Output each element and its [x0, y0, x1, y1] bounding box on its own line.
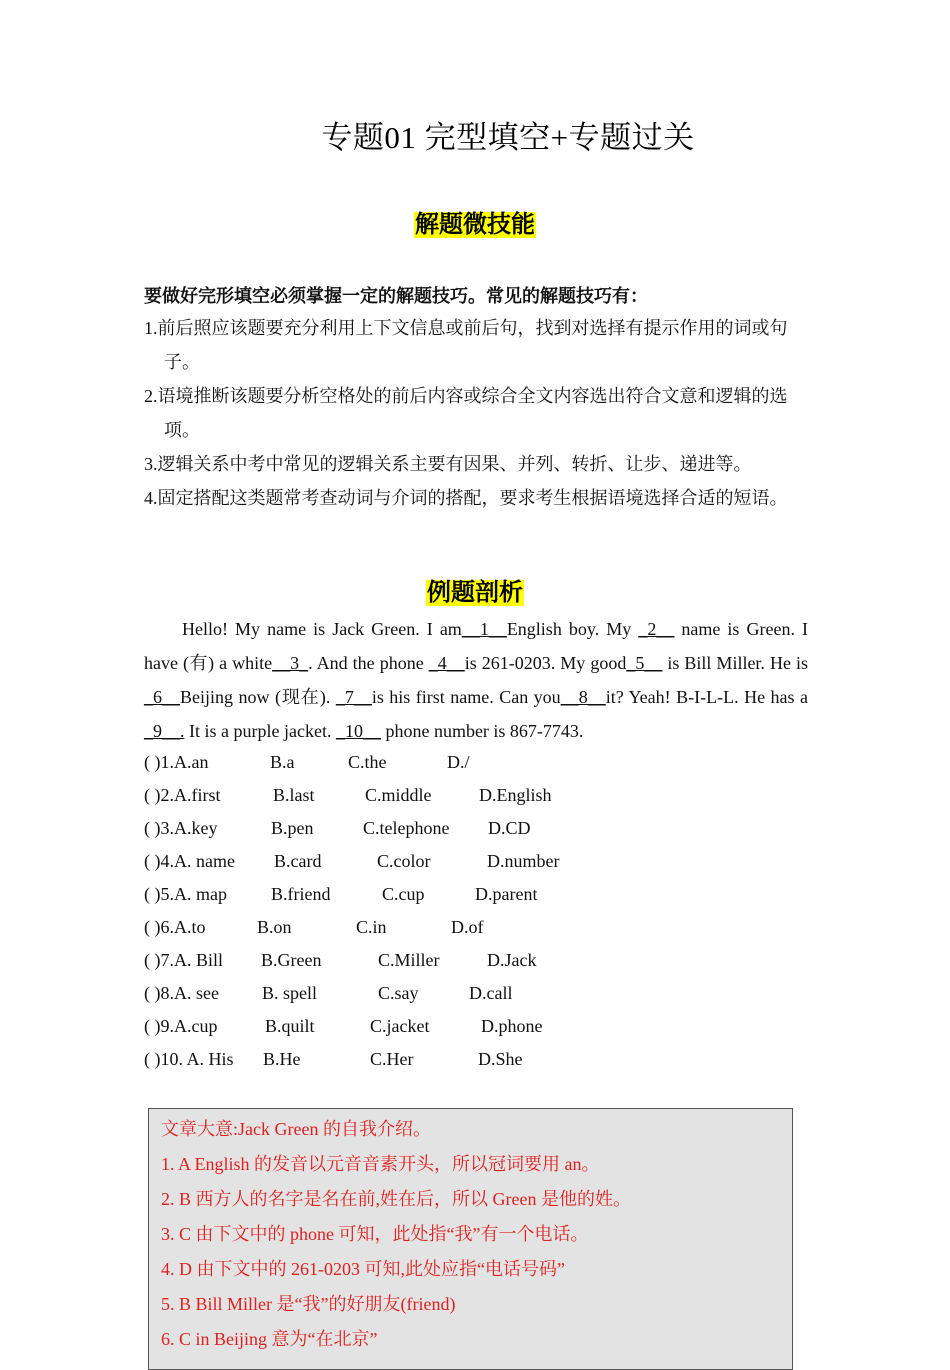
- option-c: C.the: [348, 752, 387, 772]
- option-d: D.number: [487, 851, 560, 871]
- option-c: C.telephone: [363, 818, 450, 838]
- passage-text: . And the phone: [308, 653, 429, 673]
- option-row: [144, 746, 808, 779]
- option-row: [144, 1043, 808, 1076]
- option-row: [144, 977, 808, 1010]
- tip-item-2: 2.语境推断该题要分析空格处的前后内容或综合全文内容选出符合文意和逻辑的选项。: [144, 386, 788, 440]
- answer-line: 6. C in Beijing 意为“在北京”: [161, 1329, 378, 1349]
- passage-text: It is a purple jacket.: [184, 721, 336, 741]
- intro-text: 要做好完形填空必须掌握一定的解题技巧。常见的解题技巧有：: [144, 286, 648, 306]
- option-c: C.color: [377, 851, 431, 871]
- answer-summary: 文章大意:Jack Green 的自我介绍。: [161, 1119, 431, 1139]
- passage-text: Hello! My name is Jack Green. I am: [182, 619, 462, 639]
- answer-line: 1. A English 的发音以元音音素开头，所以冠词要用 an。: [161, 1154, 600, 1174]
- option-number: ( )8.A. see: [144, 983, 219, 1003]
- option-b: B.on: [257, 917, 292, 937]
- blank-6: _6__: [144, 687, 180, 707]
- option-number: ( )2.A.first: [144, 785, 221, 805]
- blank-5: _5__: [626, 653, 663, 673]
- option-number: ( )10. A. His: [144, 1049, 234, 1069]
- tips-list: [144, 311, 808, 515]
- option-b: B.last: [273, 785, 315, 805]
- option-c: C.say: [378, 983, 419, 1003]
- passage-text: is Bill Miller. He is: [662, 653, 808, 673]
- passage-text: phone number is 867-7743.: [380, 721, 584, 741]
- passage-text: English boy. My: [506, 619, 639, 639]
- option-b: B.friend: [271, 884, 331, 904]
- option-row: [144, 944, 808, 977]
- option-b: B.quilt: [265, 1016, 315, 1036]
- tip-item-3: 3.逻辑关系中考中常见的逻辑关系主要有因果、并列、转折、让步、递进等。: [144, 454, 752, 474]
- blank-9: _9__.: [144, 721, 185, 741]
- option-number: ( )4.A. name: [144, 851, 235, 871]
- section-heading-example: [0, 572, 950, 607]
- option-row: [144, 779, 808, 812]
- answer-line: 3. C 由下文中的 phone 可知，此处指“我”有一个电话。: [161, 1224, 589, 1244]
- answer-line: 4. D 由下文中的 261-0203 可知,此处应指“电话号码”: [161, 1259, 565, 1279]
- option-c: C.cup: [382, 884, 425, 904]
- option-row: [144, 911, 808, 944]
- option-c: C.jacket: [370, 1016, 430, 1036]
- passage-text: is 261-0203. My good: [464, 653, 627, 673]
- blank-3: __3_: [272, 653, 309, 673]
- option-c: C.Her: [370, 1049, 414, 1069]
- blank-10: _10__: [335, 721, 381, 741]
- blank-8: __8__: [560, 687, 606, 707]
- passage-text: Beijing now (现在).: [180, 687, 336, 707]
- option-row: [144, 812, 808, 845]
- option-c: C.Miller: [378, 950, 440, 970]
- option-number: ( )9.A.cup: [144, 1016, 218, 1036]
- tip-item-4: 4.固定搭配这类题常考查动词与介词的搭配，要求考生根据语境选择合适的短语。: [144, 488, 788, 508]
- section-heading-example-text: 例题剖析: [427, 580, 523, 606]
- option-number: ( )3.A.key: [144, 818, 218, 838]
- option-b: B.pen: [271, 818, 314, 838]
- option-number: ( )6.A.to: [144, 917, 206, 937]
- option-d: D.parent: [475, 884, 538, 904]
- option-c: C.in: [356, 917, 387, 937]
- option-d: D.call: [469, 983, 513, 1003]
- passage-text: it? Yeah! B-I-L-L. He has a: [605, 687, 808, 707]
- option-c: C.middle: [365, 785, 432, 805]
- option-number: ( )5.A. map: [144, 884, 227, 904]
- option-row: [144, 845, 808, 878]
- option-d: D.of: [451, 917, 484, 937]
- option-number: ( )7.A. Bill: [144, 950, 223, 970]
- answer-line: 2. B 西方人的名字是名在前,姓在后，所以 Green 是他的姓。: [161, 1189, 631, 1209]
- answer-lines: [161, 1112, 791, 1357]
- option-b: B.He: [263, 1049, 301, 1069]
- option-b: B.a: [270, 752, 295, 772]
- blank-1: __1__: [461, 619, 507, 639]
- blank-4: _4__: [428, 653, 465, 673]
- option-d: D.English: [479, 785, 552, 805]
- section-heading-skills: [0, 204, 950, 239]
- page-title: 专题01 完型填空+专题过关: [321, 120, 695, 155]
- blank-7: _7__: [335, 687, 372, 707]
- cloze-passage: [144, 612, 808, 748]
- option-b: B. spell: [262, 983, 318, 1003]
- option-b: B.Green: [261, 950, 322, 970]
- option-d: D.Jack: [487, 950, 537, 970]
- answer-explanation-box: [148, 1108, 793, 1370]
- option-d: D.She: [478, 1049, 523, 1069]
- option-d: D.CD: [488, 818, 531, 838]
- tip-item-1: 1.前后照应该题要充分利用上下文信息或前后句，找到对选择有提示作用的词或句子。: [144, 318, 788, 372]
- option-row: [144, 878, 808, 911]
- option-number: ( )1.A.an: [144, 752, 209, 772]
- answer-line: 5. B Bill Miller 是“我”的好朋友(friend): [161, 1294, 456, 1314]
- section-heading-skills-text: 解题微技能: [415, 212, 535, 238]
- passage-text: is his first name. Can you: [371, 687, 561, 707]
- options-list: [144, 746, 808, 1076]
- option-d: D./: [447, 752, 470, 772]
- option-row: [144, 1010, 808, 1043]
- option-b: B.card: [274, 851, 322, 871]
- blank-2: _2__: [638, 619, 675, 639]
- passage-text: name is Green. I have (有) a white: [144, 619, 809, 673]
- option-d: D.phone: [481, 1016, 543, 1036]
